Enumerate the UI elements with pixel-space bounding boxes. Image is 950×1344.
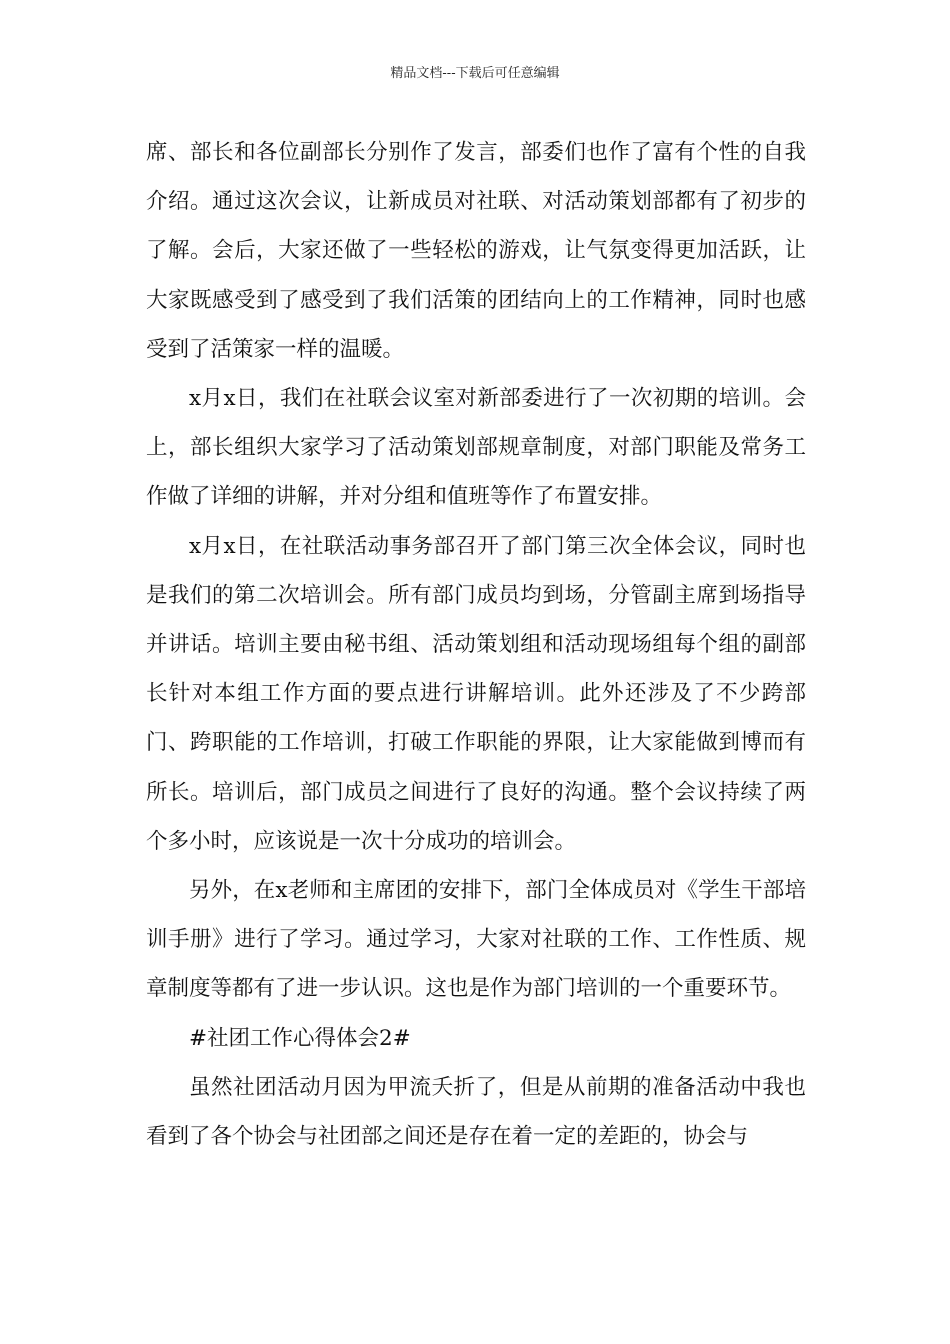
page-header: 精品文档---下载后可任意编辑 (390, 66, 560, 81)
paragraph-initial-training: x月x日，我们在社联会议室对新部委进行了一次初期的培训。会上，部长组织大家学习了活动策划部规章制度，对部门职能及常务工作做了详细的讲解，并对分组和值班等作了布置安排。 (146, 386, 806, 510)
paragraph-club-month: 虽然社团活动月因为甲流夭折了，但是从前期的准备活动中我也看到了各个协会与社团部之间还是存在着一定的差距的，协会与 (146, 1074, 806, 1150)
paragraph-handbook-study: 另外，在x老师和主席团的安排下，部门全体成员对《学生干部培训手册》进行了学习。通过学习，大家对社联的工作、工作性质、规章制度等都有了进一步认识。这也是作为部门培训的一个重要环节。 (146, 878, 806, 1002)
document-body (146, 128, 806, 1161)
section-heading: #社团工作心得体会2# (189, 1025, 411, 1051)
paragraph-third-meeting: x月x日，在社联活动事务部召开了部门第三次全体会议，同时也是我们的第二次培训会。所有部门成员均到场，分管副主席到场指导并讲话。培训主要由秘书组、活动策划组和活动现场组每个组的副部长针对本组工作方面的要点进行讲解培训。此外还涉及了不少跨部门、跨职能的工作培训，打破工作职能的界限，让大家能做到博而有所长。培训后，部门成员之间进行了良好的沟通。整个会议持续了两个多小时，应该说是一次十分成功的培训会。 (146, 533, 806, 854)
paragraph-continuation: 席、部长和各位副部长分别作了发言，部委们也作了富有个性的自我介绍。通过这次会议，让新成员对社联、对活动策划部都有了初步的了解。会后，大家还做了一些轻松的游戏，让气氛变得更加活跃，让大家既感受到了感受到了我们活策的团结向上的工作精神，同时也感受到了活策家一样的温暖。 (146, 140, 806, 362)
